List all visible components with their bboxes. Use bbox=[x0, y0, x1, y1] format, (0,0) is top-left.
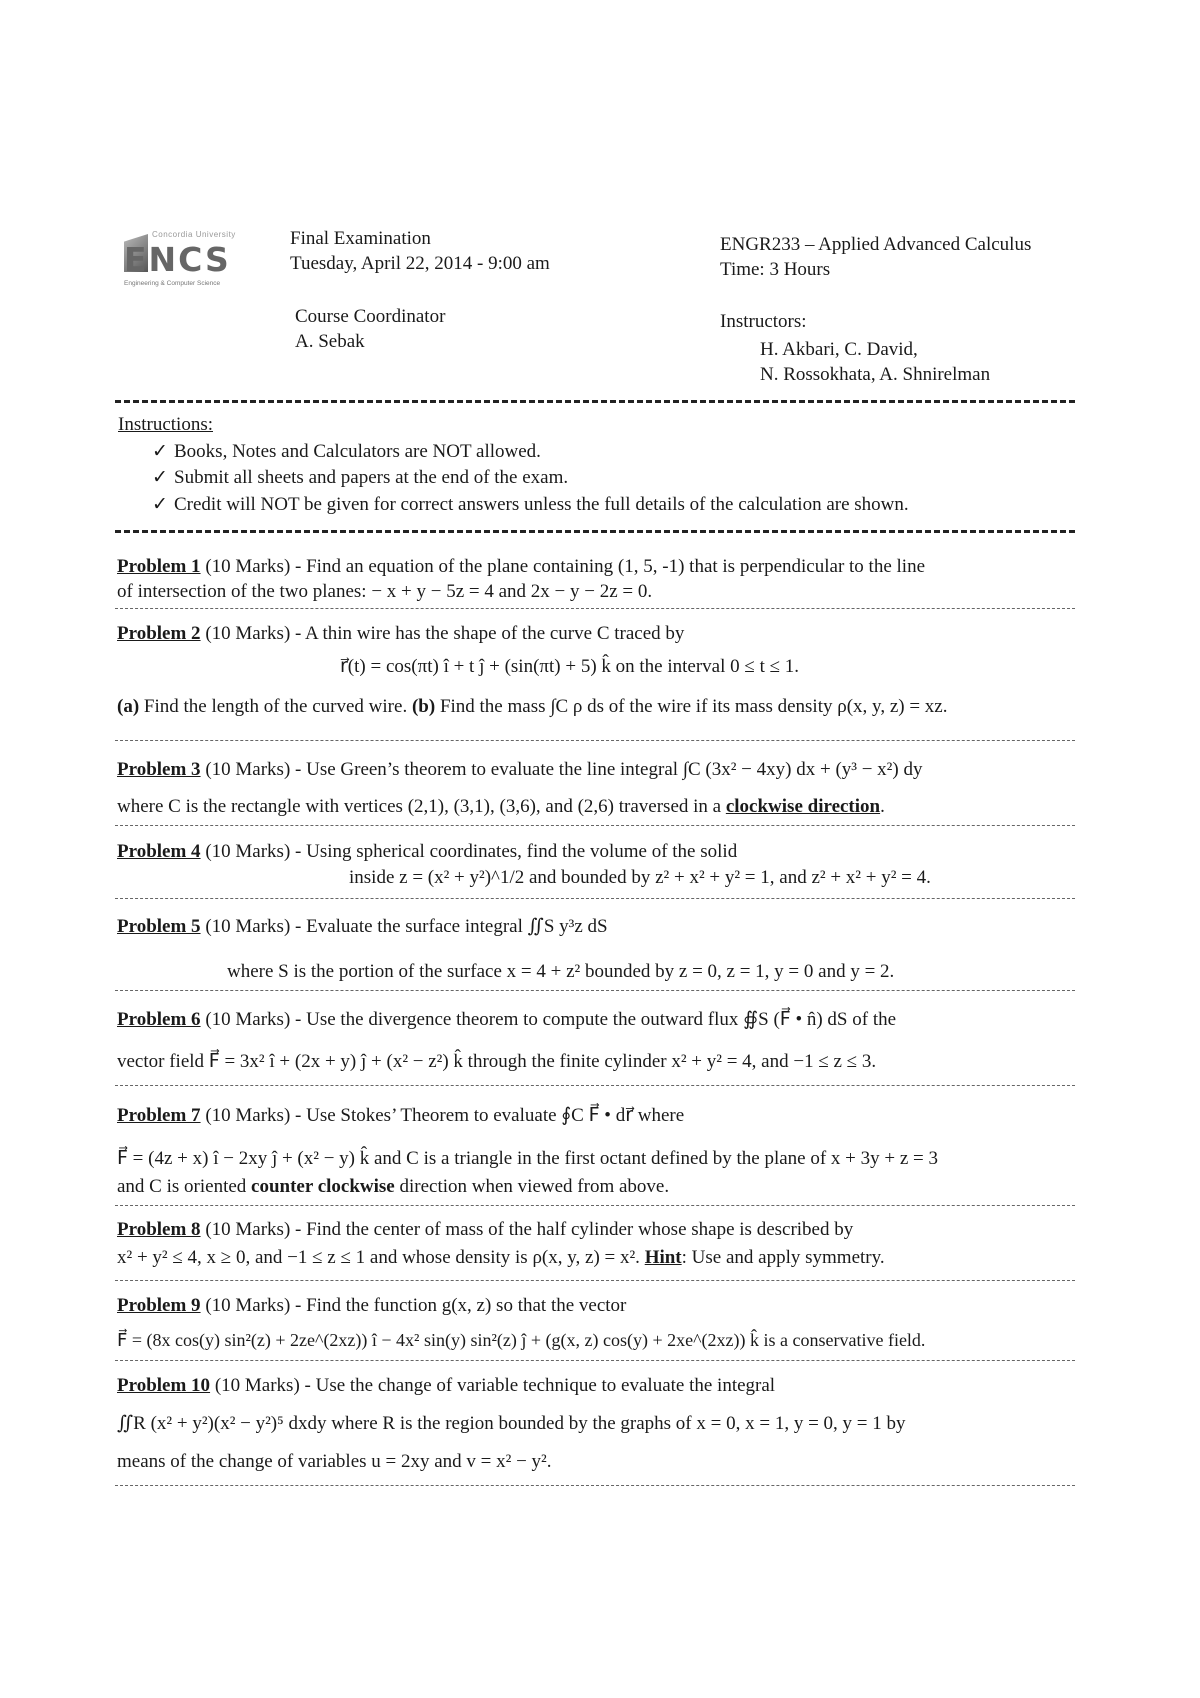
problem-label: Problem 10 bbox=[117, 1375, 211, 1396]
separator bbox=[115, 400, 1075, 403]
problem-label: Problem 7 bbox=[117, 1105, 201, 1126]
problem-label: Problem 3 bbox=[117, 759, 201, 780]
problem-text: Use Green’s theorem to evaluate the line integral ∫C (3x² − 4xy) dx + (y³ − x²) dy bbox=[306, 759, 923, 780]
problem-text: (a) Find the length of the curved wire. (b) Find the mass ∫C ρ ds of the wire if its mass density ρ(x, y, z) = xz. bbox=[117, 696, 948, 717]
instructions-heading: Instructions: bbox=[118, 414, 213, 435]
problem-text: F⃗ = (4z + x) î − 2xy ĵ + (x² − y) k̂ and C is a triangle in the first octant defined by the plane of x + 3y + z = 3 bbox=[117, 1148, 938, 1169]
separator bbox=[115, 990, 1075, 991]
separator bbox=[115, 1360, 1075, 1361]
problem-marks: (10 Marks) - bbox=[214, 1375, 311, 1396]
problem-text: Use Stokes’ Theorem to evaluate ∮C F⃗ • dr⃗ where bbox=[306, 1105, 685, 1126]
problem-label: Problem 2 bbox=[117, 623, 201, 644]
problem-text: Find the function g(x, z) so that the vector bbox=[306, 1295, 627, 1316]
problem-text: vector field F⃗ = 3x² î + (2x + y) ĵ + (x² − z²) k̂ through the finite cylinder x² + y² = 4, and −1 ≤ z ≤ 3. bbox=[117, 1051, 877, 1072]
problem-label: Problem 6 bbox=[117, 1009, 201, 1030]
problem-text: Find the center of mass of the half cylinder whose shape is described by bbox=[306, 1219, 854, 1240]
problem-9 bbox=[117, 1294, 626, 1318]
problem-7 bbox=[117, 1104, 684, 1128]
problem-marks: (10 Marks) - bbox=[205, 1105, 302, 1126]
problem-text: A thin wire has the shape of the curve C traced by bbox=[305, 623, 685, 644]
problem-text: Using spherical coordinates, find the volume of the solid bbox=[306, 841, 738, 862]
exam-duration: Time: 3 Hours bbox=[720, 259, 831, 280]
problem-marks: (10 Marks) - bbox=[205, 841, 302, 862]
instructors-line-1: H. Akbari, C. David, bbox=[760, 339, 918, 360]
course-title: ENGR233 – Applied Advanced Calculus bbox=[720, 234, 1032, 255]
problem-text: where S is the portion of the surface x = 4 + z² bounded by z = 0, z = 1, y = 0 and y = 2. bbox=[227, 961, 895, 982]
problem-1 bbox=[117, 555, 925, 579]
problem-6 bbox=[117, 1008, 896, 1032]
problem-text: means of the change of variables u = 2xy and v = x² − y². bbox=[117, 1451, 552, 1472]
separator bbox=[115, 1205, 1075, 1206]
problem-text: x² + y² ≤ 4, x ≥ 0, and −1 ≤ z ≤ 1 and whose density is ρ(x, y, z) = x². Hint: Use and apply symmetry. bbox=[117, 1247, 885, 1268]
problem-10 bbox=[117, 1374, 775, 1398]
separator bbox=[115, 740, 1075, 741]
problem-3 bbox=[117, 758, 922, 782]
problem-text: of intersection of the two planes: − x + y − 5z = 4 and 2x − y − 2z = 0. bbox=[117, 581, 653, 602]
problem-marks: (10 Marks) - bbox=[205, 759, 302, 780]
instruction-item: ✓ Books, Notes and Calculators are NOT allowed. bbox=[152, 441, 541, 462]
problem-label: Problem 4 bbox=[117, 841, 201, 862]
exam-date: Tuesday, April 22, 2014 - 9:00 am bbox=[290, 253, 550, 274]
separator bbox=[115, 1280, 1075, 1281]
problem-label: Problem 8 bbox=[117, 1219, 201, 1240]
problem-text: Use the change of variable technique to evaluate the integral bbox=[315, 1375, 776, 1396]
problem-text: Find an equation of the plane containing (1, 5, -1) that is perpendicular to the line bbox=[306, 556, 926, 577]
problem-5 bbox=[117, 915, 608, 939]
exam-title: Final Examination bbox=[290, 228, 431, 249]
problem-text: F⃗ = (8x cos(y) sin²(z) + 2ze^(2xz)) î − 4x² sin(y) sin²(z) ĵ + (g(x, z) cos(y) + 2xe^(2xz)) k̂ is a conservative field. bbox=[117, 1330, 926, 1350]
checkmark-icon: ✓ bbox=[152, 467, 168, 488]
problem-4 bbox=[117, 840, 737, 864]
instruction-item: ✓ Submit all sheets and papers at the end of the exam. bbox=[152, 467, 569, 488]
problem-marks: (10 Marks) - bbox=[205, 1219, 302, 1240]
separator bbox=[115, 608, 1075, 609]
instructors-label: Instructors: bbox=[720, 311, 807, 332]
coordinator-label: Course Coordinator bbox=[295, 306, 446, 327]
problem-text: Evaluate the surface integral ∬S y³z dS bbox=[306, 916, 608, 937]
problem-8 bbox=[117, 1218, 853, 1242]
checkmark-icon: ✓ bbox=[152, 494, 168, 515]
checkmark-icon: ✓ bbox=[152, 441, 168, 462]
problem-marks: (10 Marks) - bbox=[205, 556, 302, 577]
problem-label: Problem 5 bbox=[117, 916, 201, 937]
logo-university-text: Concordia University bbox=[152, 230, 236, 239]
separator bbox=[115, 1085, 1075, 1086]
encs-logo bbox=[120, 228, 280, 294]
problem-2 bbox=[117, 622, 684, 646]
problem-marks: (10 Marks) - bbox=[205, 1009, 302, 1030]
problem-text: and C is oriented counter clockwise direction when viewed from above. bbox=[117, 1176, 670, 1197]
problem-marks: (10 Marks) - bbox=[205, 916, 302, 937]
problem-label: Problem 1 bbox=[117, 556, 201, 577]
separator bbox=[115, 898, 1075, 899]
problem-label: Problem 9 bbox=[117, 1295, 201, 1316]
problem-text: where C is the rectangle with vertices (2,1), (3,1), (3,6), and (2,6) traversed in a clockwise direction. bbox=[117, 796, 885, 817]
problem-marks: (10 Marks) - bbox=[205, 623, 302, 644]
problem-text: r⃗(t) = cos(πt) î + t ĵ + (sin(πt) + 5) k̂ on the interval 0 ≤ t ≤ 1. bbox=[340, 656, 800, 677]
instructors-line-2: N. Rossokhata, A. Shnirelman bbox=[760, 364, 991, 385]
problem-text: inside z = (x² + y²)^1/2 and bounded by z² + x² + y² = 1, and z² + x² + y² = 4. bbox=[349, 867, 931, 888]
separator bbox=[115, 1485, 1075, 1486]
logo-subtitle: Engineering & Computer Science bbox=[124, 280, 221, 287]
instruction-item: ✓ Credit will NOT be given for correct answers unless the full details of the calculation are shown. bbox=[152, 494, 909, 515]
logo-name: ENCS bbox=[124, 240, 231, 279]
problem-text: Use the divergence theorem to compute the outward flux ∯S (F⃗ • n̂) dS of the bbox=[306, 1009, 897, 1030]
problem-text: ∬R (x² + y²)(x² − y²)⁵ dxdy where R is the region bounded by the graphs of x = 0, x = 1, y = 0, y = 1 by bbox=[117, 1413, 906, 1434]
problem-marks: (10 Marks) - bbox=[205, 1295, 302, 1316]
coordinator-name: A. Sebak bbox=[295, 331, 365, 352]
separator bbox=[115, 530, 1075, 533]
separator bbox=[115, 825, 1075, 826]
